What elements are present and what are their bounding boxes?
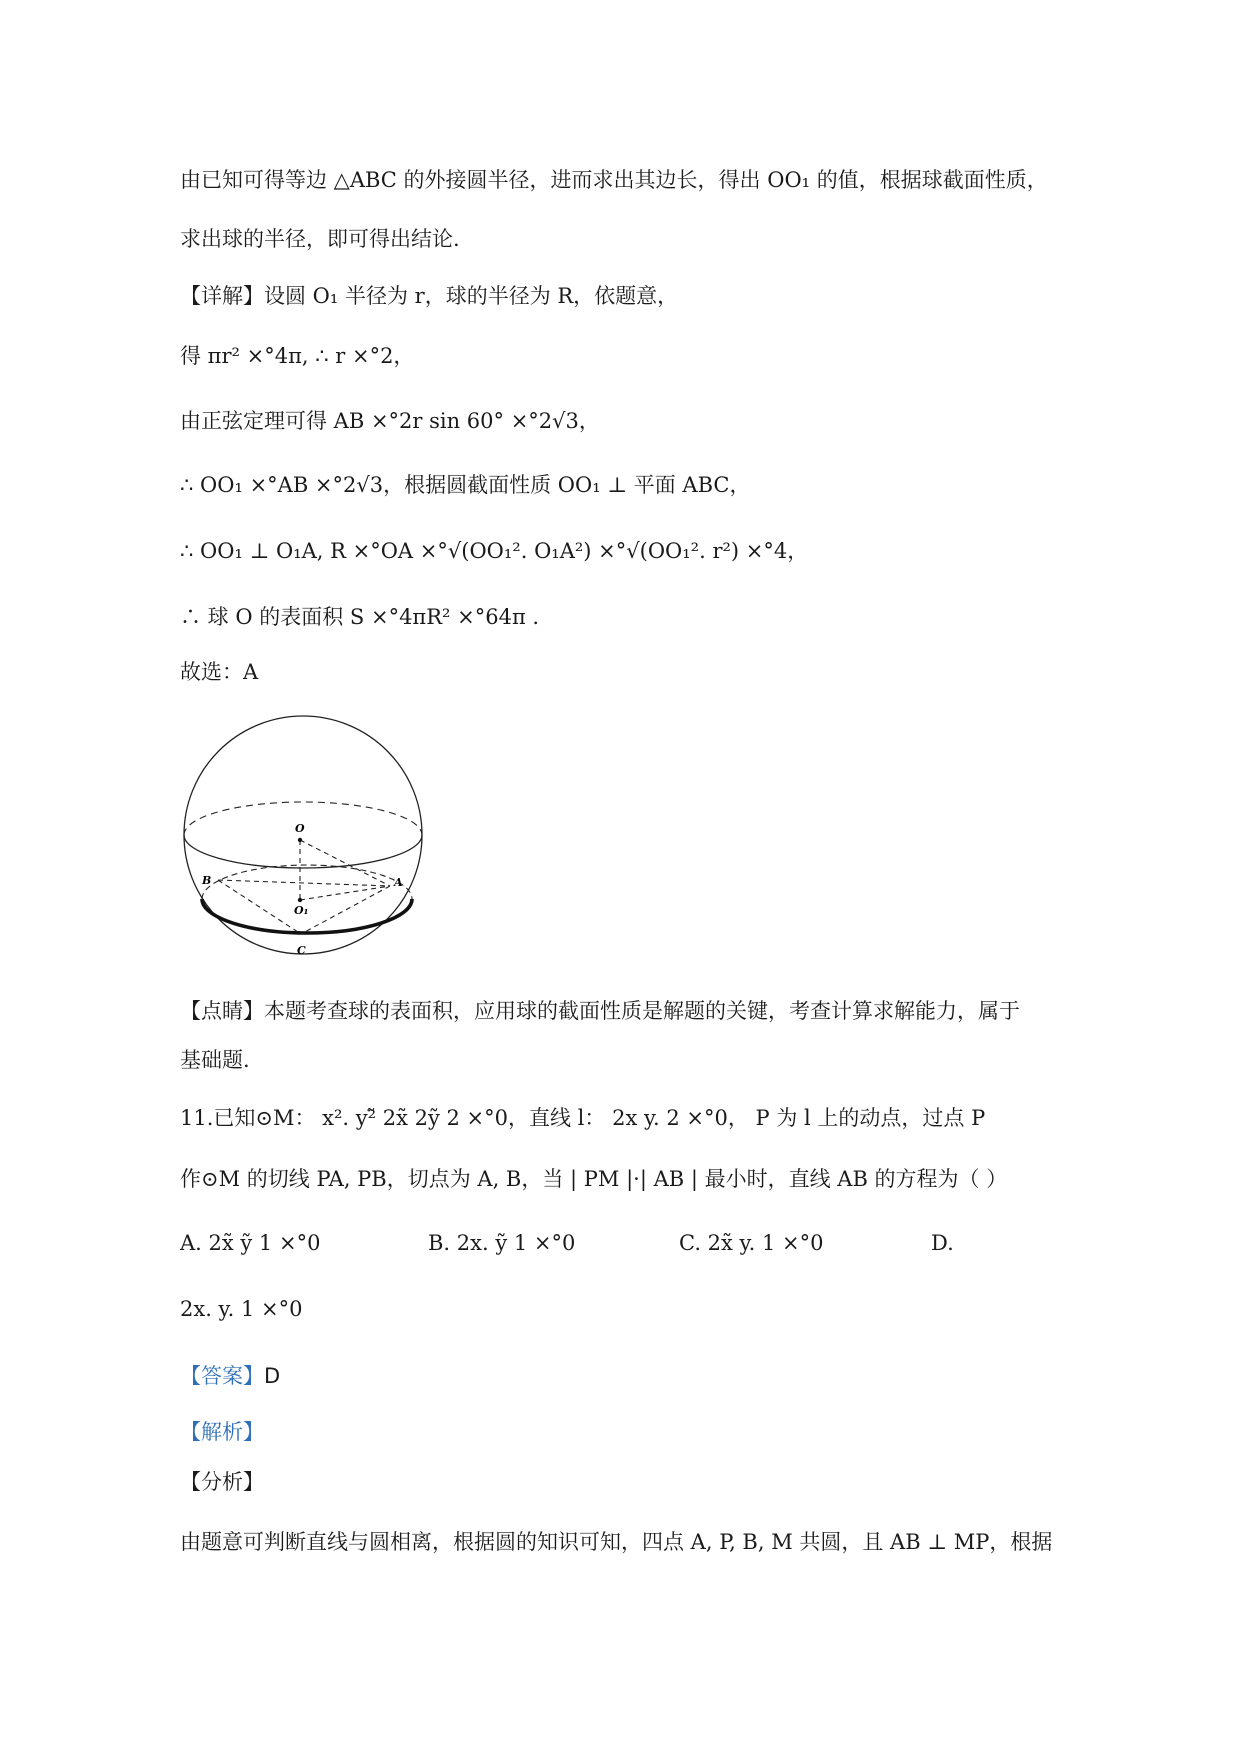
jiexi-label-text: 【解析】 xyxy=(180,1420,264,1444)
q11-line-2: 作⊙M 的切线 PA, PB，切点为 A, B，当 | PM |·| AB | 最小时，直线 AB 的方程为（ ） xyxy=(180,1167,1008,1191)
analysis-line-2: 求出球的半径，即可得出结论. xyxy=(180,227,460,251)
comment-line-2: 基础题. xyxy=(180,1048,250,1072)
last-line: 由题意可判断直线与圆相离，根据圆的知识可知，四点 A, P, B, M 共圆，且 AB ⊥ MP，根据 xyxy=(180,1530,1053,1554)
fenxi-label: 【分析】 xyxy=(180,1470,264,1494)
detail-line-1: 【详解】设圆 O₁ 半径为 r，球的半径为 R，依题意， xyxy=(180,284,679,308)
detail-line-2: 得 πr² ×°4π, ∴ r ×°2， xyxy=(180,344,415,368)
jiexi-label xyxy=(180,1417,264,1447)
section-circle-back xyxy=(202,865,412,899)
segment-O1A xyxy=(300,886,390,900)
detail-line-3: 由正弦定理可得 AB ×°2r sin 60° ×°2√3， xyxy=(180,409,600,433)
option-d: D. xyxy=(931,1231,954,1255)
label-O: O xyxy=(295,822,305,835)
segment-OA xyxy=(300,840,390,886)
answer-label: 【答案】 xyxy=(180,1364,264,1388)
option-b: B. 2x. ỹ 1 ×°0 xyxy=(428,1231,576,1255)
equator-front xyxy=(184,835,422,868)
answer-value: D xyxy=(264,1364,281,1388)
option-a: A. 2x̃ ỹ 1 ×°0 xyxy=(180,1231,321,1255)
detail-line-4: ∴ OO₁ ×°AB ×°2√3，根据圆截面性质 OO₁ ⊥ 平面 ABC， xyxy=(180,473,751,497)
point-O1 xyxy=(298,898,302,902)
label-C: C xyxy=(297,944,306,957)
sphere-figure xyxy=(175,710,435,975)
comment-line-1: 【点睛】本题考查球的表面积，应用球的截面性质是解题的关键，考查计算求解能力，属于 xyxy=(180,999,1020,1023)
choice-line: 故选：A xyxy=(180,660,259,684)
analysis-line-1: 由已知可得等边 △ABC 的外接圆半径，进而求出其边长，得出 OO₁ 的值，根据球截面性质， xyxy=(180,168,1048,192)
detail-line-5: ∴ OO₁ ⊥ O₁A, R ×°OA ×°√(OO₁². O₁A²) ×°√(OO₁². r²) ×°4， xyxy=(180,539,809,563)
segment-BC xyxy=(218,880,301,934)
segment-BA xyxy=(218,880,390,886)
label-B: B xyxy=(202,874,212,887)
point-O xyxy=(298,838,302,842)
label-O1: O₁ xyxy=(294,904,309,917)
option-d-expression: 2x. y. 1 ×°0 xyxy=(180,1297,303,1321)
detail-line-6: ∴ 球 O 的表面积 S ×°4πR² ×°64π . xyxy=(180,605,540,629)
option-c: C. 2x̃ y. 1 ×°0 xyxy=(679,1231,824,1255)
q11-line-1: 11.已知⊙M： x². y²̃ 2x̃ 2ỹ 2 ×°0，直线 l： 2x y. 2 ×°0， P 为 l 上的动点，过点 P xyxy=(180,1106,986,1130)
label-A: A xyxy=(394,876,403,889)
answer-line xyxy=(180,1361,280,1391)
